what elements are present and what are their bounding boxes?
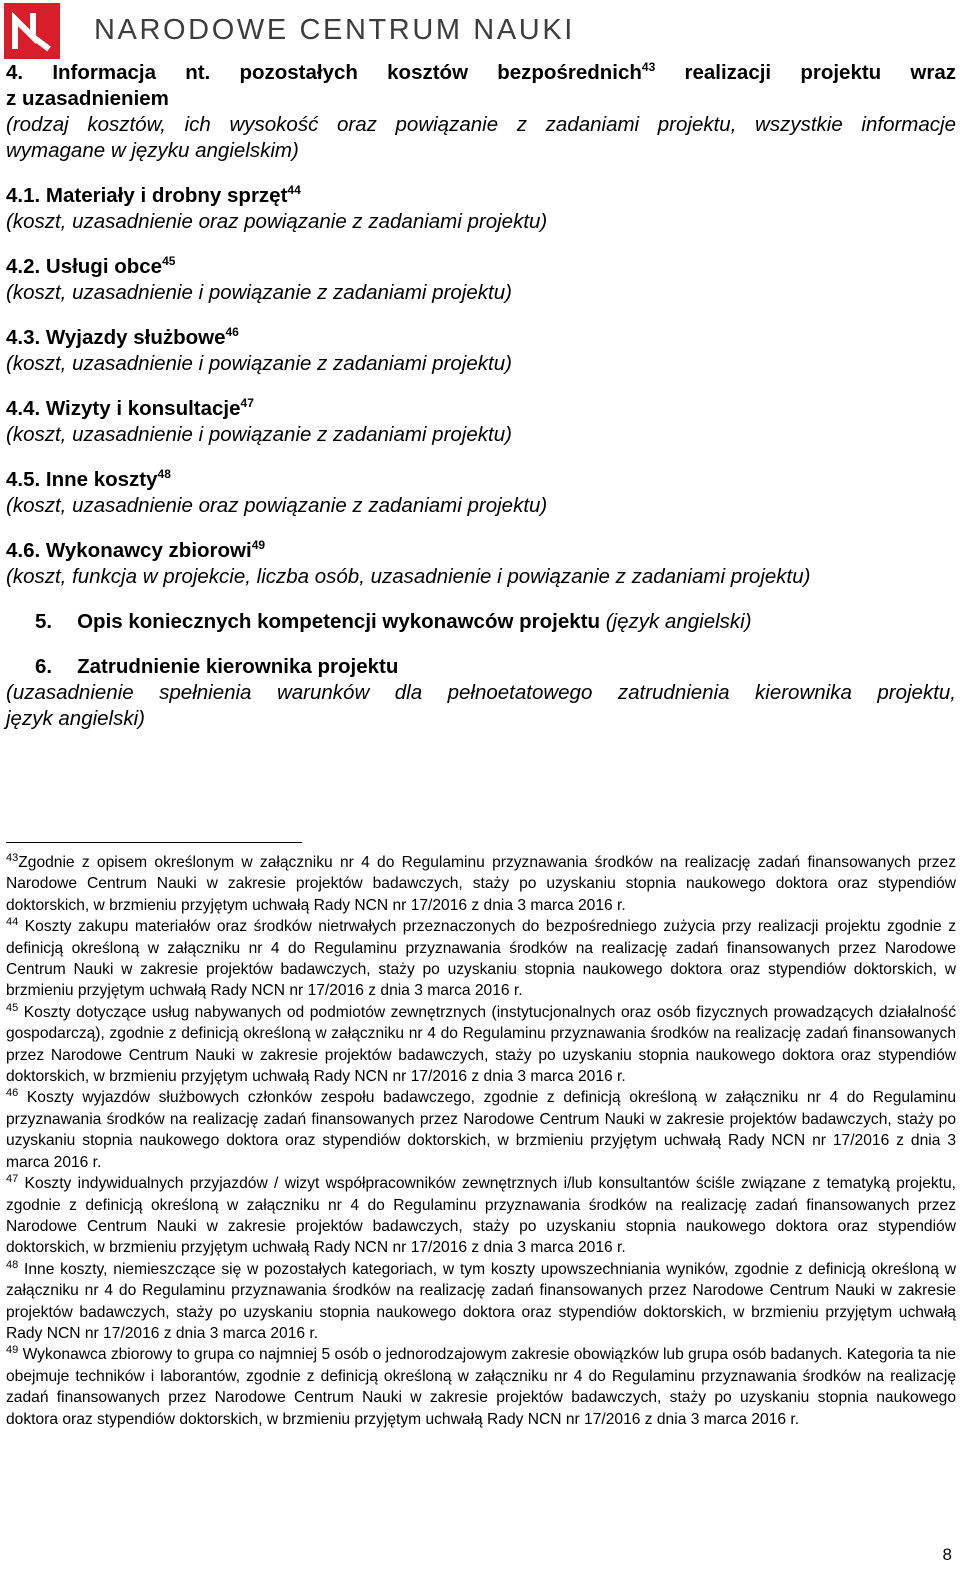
section-5-heading: 5. Opis koniecznych kompetencji wykonawców projektu (język angielski) (35, 610, 752, 633)
footnote-45: $^{45}$ Koszty dotyczące usług nabywanych od podmiotów zewnętrznych (instytucjonalnych oraz osób fizycznych prowadzących działalność gospodarczą), zgodnie z definicją określoną w załączniku nr 4 do Regulaminu przyznawania środków na realizację zadań finansowanych przez Narodowe Centrum Nauki w zakresie projektów badawczych, staży po uzyskaniu stopnia naukowego doktora oraz stypendiów doktorskich, w brzmieniu przyjętym uchwałą Rady NCN nr 17/2016 z dnia 3 marca 2016 r. (6, 1001, 956, 1086)
section-4-4-desc: (koszt, uzasadnienie i powiązanie z zadaniami projektu) (6, 423, 512, 446)
footnote-ref-43[interactable]: 43 (641, 60, 656, 75)
section-4-heading-line2: z uzasadnieniem (6, 87, 169, 110)
section-4-6-title: 4.6. Wykonawcy zbiorowi$^{49}$ (6, 538, 266, 562)
page-header (0, 0, 960, 62)
org-name: NARODOWE CENTRUM NAUKI (94, 14, 575, 46)
section-4-2-desc: (koszt, uzasadnienie i powiązanie z zadaniami projektu) (6, 281, 512, 304)
section-4-5-desc: (koszt, uzasadnienie oraz powiązanie z zadaniami projektu) (6, 494, 548, 517)
document-body (6, 60, 956, 732)
footnote-ref-49[interactable]: 49 (251, 538, 266, 553)
footnote-48: $^{48}$ Inne koszty, niemieszczące się w pozostałych kategoriach, w tym koszty upowszechniania wyników, zgodnie z definicją określoną w załączniku nr 4 do Regulaminu przyznawania środków na realizację zadań finansowanych przez Narodowe Centrum Nauki w zakresie projektów badawczych, staży po uzyskaniu stopnia naukowego doktora oraz stypendiów doktorskich, w brzmieniu przyjętym uchwałą Rady NCN nr 17/2016 z dnia 3 marca 2016 r. (6, 1258, 956, 1342)
footnote-44: $^{44}$ Koszty zakupu materiałów oraz środków nietrwałych przeznaczonych do bezpośredniego zużycia przy realizacji projektu zgodnie z definicją określoną w załączniku nr 4 do Regulaminu przyznawania środków na realizację zadań finansowanych przez Narodowe Centrum Nauki w zakresie projektów badawczych, staży po uzyskaniu stopnia naukowego doktora oraz stypendiów doktorskich, w brzmieniu przyjętym uchwałą Rady NCN nr 17/2016 z dnia 3 marca 2016 r. (6, 916, 956, 1000)
section-6-desc: (uzasadnienie spełnienia warunków dla pełnoetatowego zatrudnienia kierownika projektu, (6, 681, 956, 704)
section-4-6 (6, 538, 956, 590)
footnote-46: $^{46}$ Koszty wyjazdów służbowych członków zespołu badawczego, zgodnie z definicją określoną w załączniku nr 4 do Regulaminu przyznawania środków na realizację zadań finansowanych przez Narodowe Centrum Nauki w zakresie projektów badawczych, staży po uzyskaniu stopnia naukowego doktora oraz stypendiów doktorskich, w brzmieniu przyjętym uchwałą Rady NCN nr 17/2016 z dnia 3 marca 2016 r. (6, 1087, 956, 1171)
footnote-ref-47[interactable]: 47 (240, 396, 254, 411)
section-4-5-title: 4.5. Inne koszty$^{48}$ (6, 467, 171, 491)
section-4-6-desc: (koszt, funkcja w projekcie, liczba osób, uzasadnienie i powiązanie z zadaniami projektu) (6, 565, 811, 588)
footnote-ref-46[interactable]: 46 (225, 325, 239, 340)
section-4-desc: (rodzaj kosztów, ich wysokość oraz powiązanie z zadaniami projektu, wszystkie informacje (6, 113, 956, 136)
section-4-3-title: 4.3. Wyjazdy służbowe$^{46}$ (6, 325, 239, 349)
footnote-separator (6, 842, 302, 843)
section-4-1-desc: (koszt, uzasadnienie oraz powiązanie z zadaniami projektu) (6, 210, 548, 233)
section-4-2 (6, 254, 956, 306)
footnote-43: $^{43}$Zgodnie z opisem określonym w załączniku nr 4 do Regulaminu przyznawania środków na realizację zadań finansowanych przez Narodowe Centrum Nauki w zakresie projektów badawczych, staży po uzyskaniu stopnia naukowego doktora oraz stypendiów doktorskich, w brzmieniu przyjętym uchwałą Rady NCN nr 17/2016 z dnia 3 marca 2016 r. (6, 851, 956, 914)
footnote-47: $^{47}$ Koszty indywidualnych przyjazdów / wizyt współpracowników zewnętrznych i/lub konsultantów ściśle związane z tematyką projektu, zgodnie z definicją określoną w załączniku nr 4 do Regulaminu przyznawania środków na realizację zadań finansowanych przez Narodowe Centrum Nauki w zakresie projektów badawczych, staży po uzyskaniu stopnia naukowego doktora oraz stypendiów doktorskich, w brzmieniu przyjętym uchwałą Rady NCN nr 17/2016 z dnia 3 marca 2016 r. (6, 1172, 956, 1257)
section-4-1-title: 4.1. Materiały i drobny sprzęt$^{44}$ (6, 183, 301, 207)
page-number: 8 (942, 1545, 952, 1564)
section-4-4 (6, 396, 956, 448)
section-6-desc-line2: język angielski) (6, 707, 145, 730)
ncn-logo-icon (4, 3, 60, 59)
section-4-4-title: 4.4. Wizyty i konsultacje$^{47}$ (6, 396, 254, 420)
section-4-heading: 4. Informacja nt. pozostałych kosztów bezpośrednich$^{43}$ realizacji projektu wraz (6, 60, 956, 84)
footnote-ref-44[interactable]: 44 (287, 183, 301, 198)
section-6-heading: 6. Zatrudnienie kierownika projektu (35, 655, 399, 678)
section-4-3-desc: (koszt, uzasadnienie i powiązanie z zadaniami projektu) (6, 352, 512, 375)
footnote-49: $^{49}$ Wykonawca zbiorowy to grupa co najmniej 5 osób o jednorodzajowym zakresie obowiązków lub grupa osób badanych. Kategoria ta nie obejmuje techników i laborantów, zgodnie z definicją określoną w załączniku nr 4 do Regulaminu przyznawania środków na realizację zadań finansowanych przez Narodowe Centrum Nauki w zakresie projektów badawczych, staży po uzyskaniu stopnia naukowego doktora oraz stypendiów doktorskich, w brzmieniu przyjętym uchwałą Rady NCN nr 17/2016 z dnia 3 marca 2016 r. (6, 1344, 956, 1428)
footnotes (6, 852, 956, 1430)
section-4-5 (6, 467, 956, 519)
footnote-ref-48[interactable]: 48 (157, 467, 171, 482)
section-4-1 (6, 183, 956, 235)
section-4-3 (6, 325, 956, 377)
section-4-2-title: 4.2. Usługi obce$^{45}$ (6, 254, 176, 278)
section-4-desc-line2: wymagane w języku angielskim) (6, 139, 299, 162)
footnote-ref-45[interactable]: 45 (162, 254, 176, 269)
